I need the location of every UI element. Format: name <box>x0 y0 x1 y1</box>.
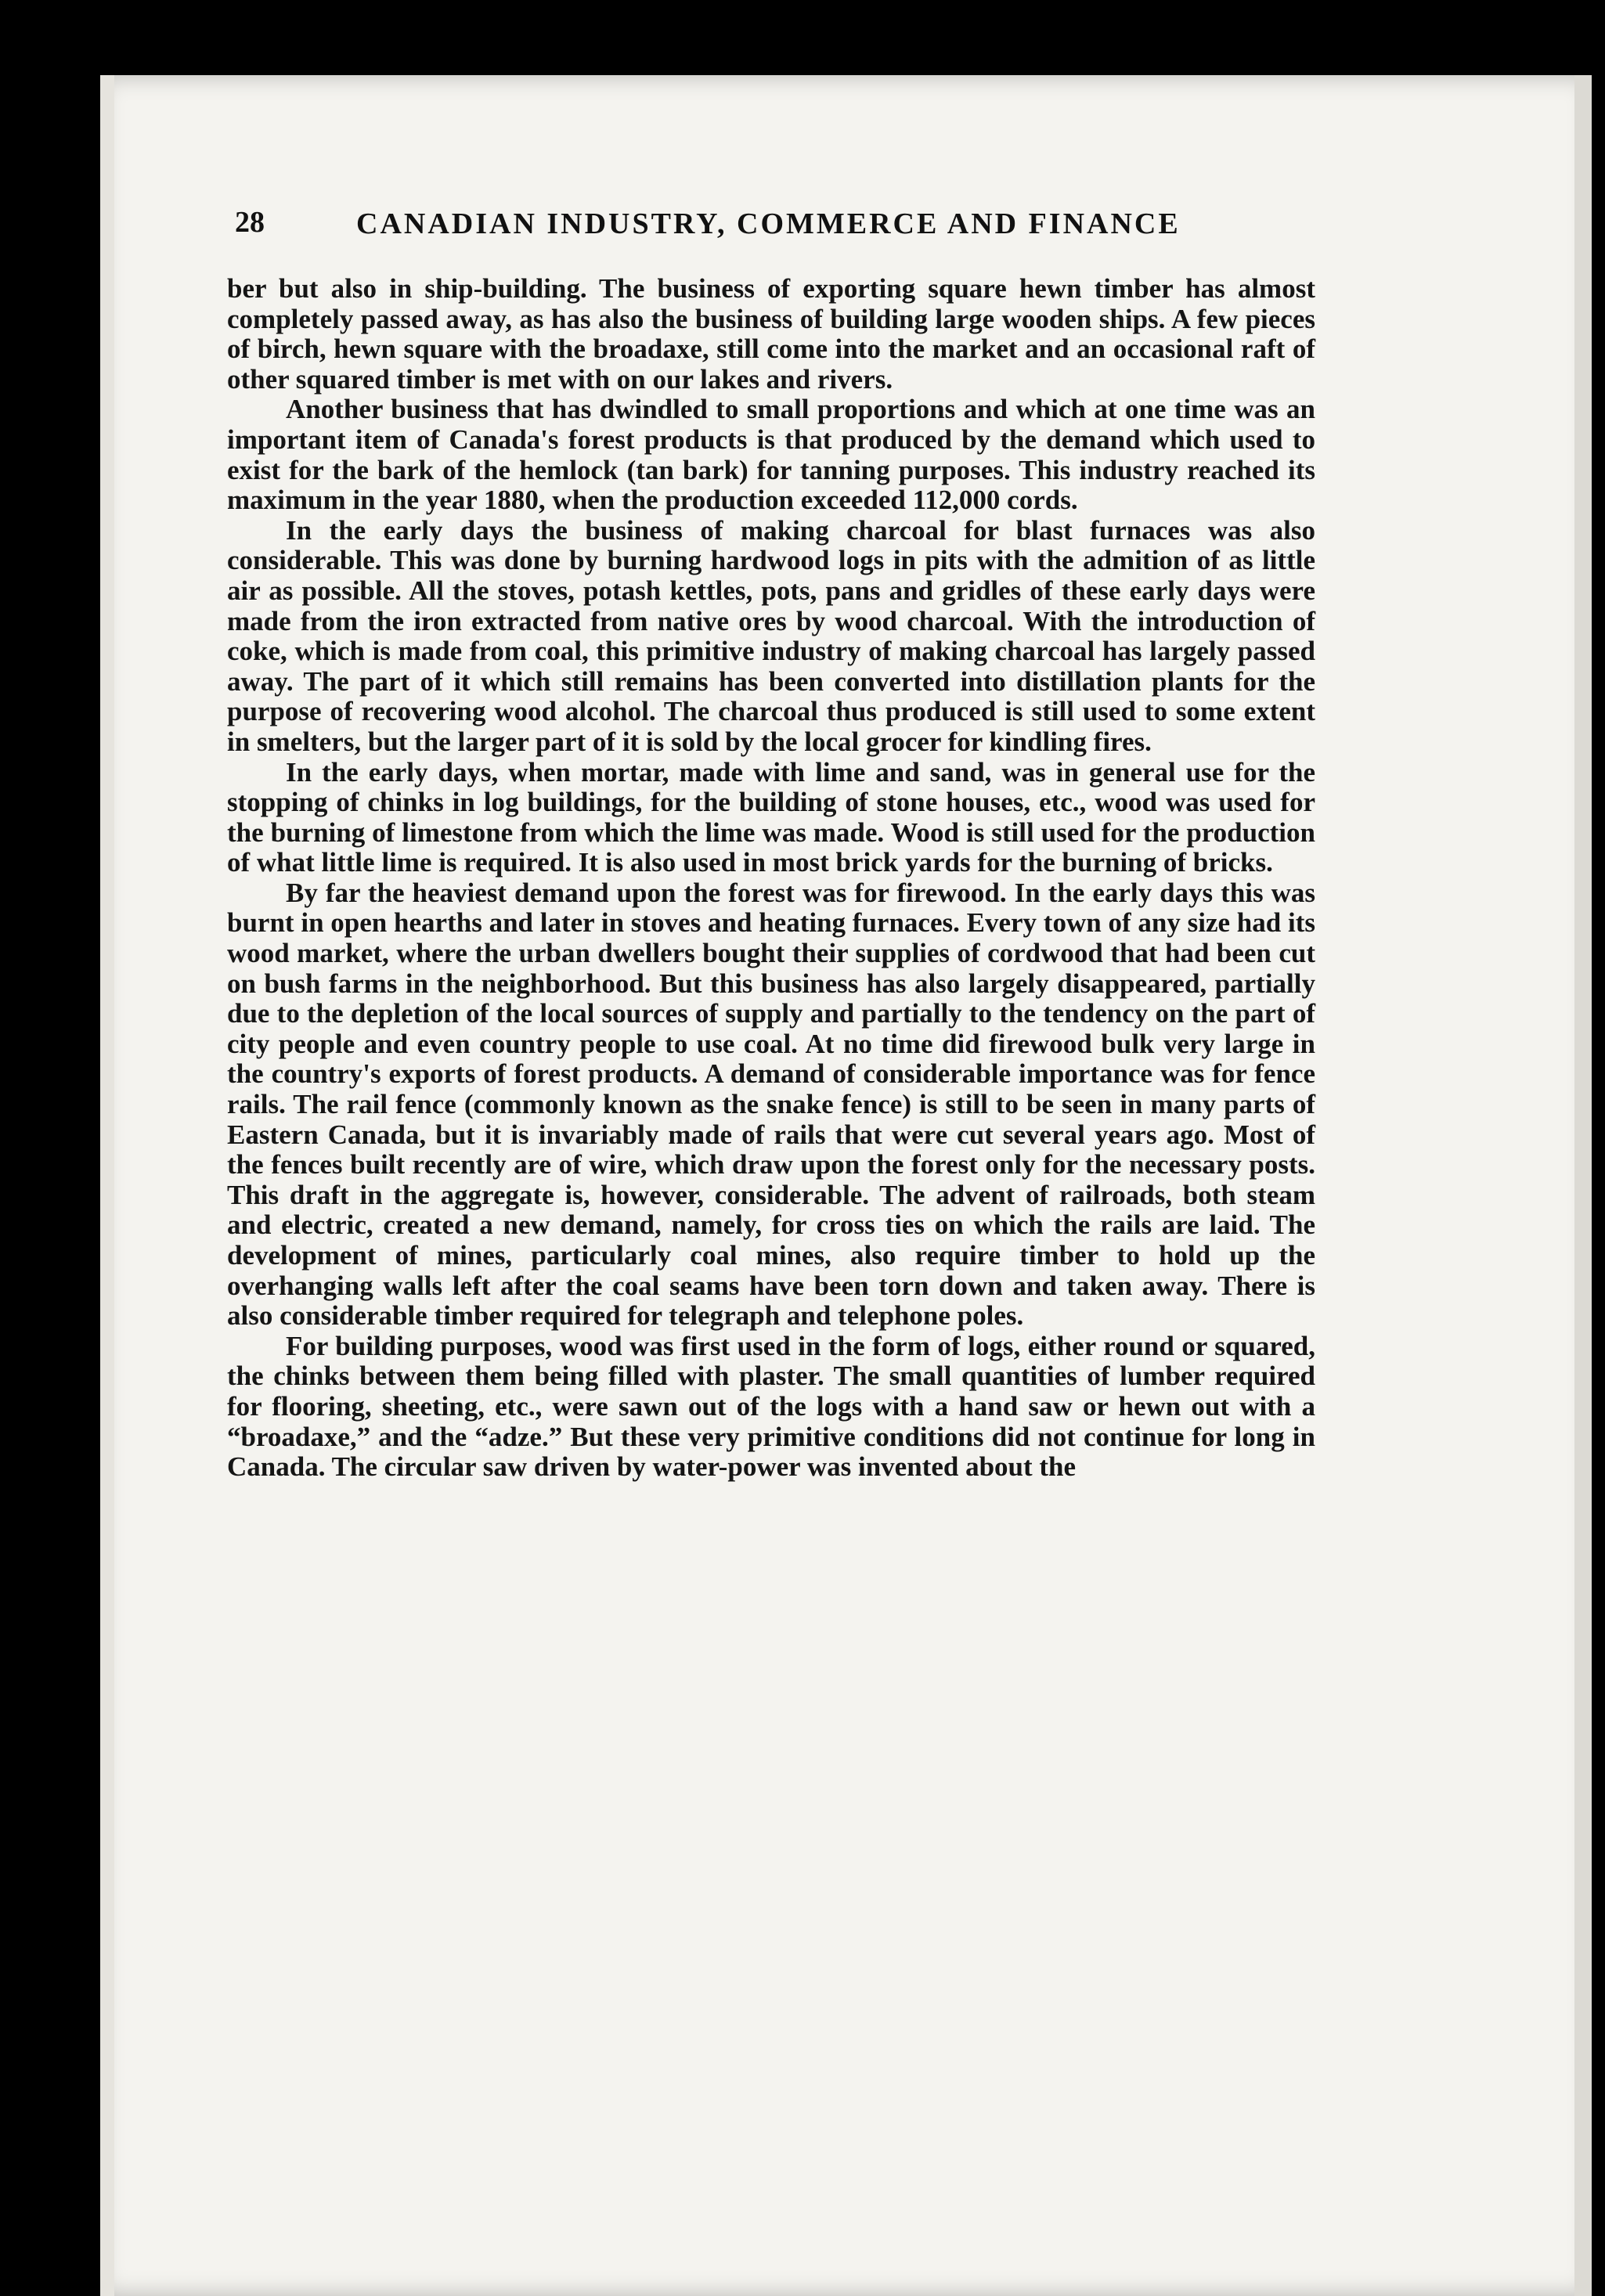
body-text <box>227 274 1315 1483</box>
paragraph-building: For building purposes, wood was first used in the form of logs, either round or squared, the chinks between them being filled with plaster. The small quantities of lumber required for flooring, sheeting, etc., were sawn out of the logs with a hand saw or hewn out with a “broadaxe,” and the “adze.” But these very primitive conditions did not continue for long in Canada. The circular saw driven by water-power was invented about the <box>227 1330 1315 1483</box>
paragraph-lime: In the early days, when mortar, made with lime and sand, was in general use for the stopping of chinks in log buildings, for the building of stone houses, etc., wood was used for the burning of limestone from which the lime was made. Wood is still used for the production of what little lime is required. It is also used in most brick yards for the burning of bricks. <box>227 756 1315 878</box>
page-number: 28 <box>235 206 265 239</box>
page-header <box>235 205 1300 252</box>
paragraph-charcoal: In the early days the business of making charcoal for blast furnaces was also considerable. This was done by burning hardwood logs in pits with the admition of as little air as possible. All the stoves, potash kettles, pots, pans and gridles of these early days were made from the iron extracted from native ores by wood charcoal. With the introduction of coke, which is made from coal, this primitive industry of making charcoal has largely passed away. The part of it which still remains has been converted into distillation plants for the purpose of recovering wood alcohol. The charcoal thus produced is still used to some extent in smelters, but the larger part of it is sold by the local grocer for kindling fires. <box>227 514 1315 757</box>
paragraph-continued: ber but also in ship-building. The business of exporting square hewn timber has almost completely passed away, as has also the business of building large wooden ships. A few pieces of birch, hewn square with the broadaxe, still come into the market and an occasional raft of other squared timber is met with on our lakes and rivers. <box>227 273 1315 395</box>
page-right-edge <box>1574 75 1592 2296</box>
paragraph-tan-bark: Another business that has dwindled to small proportions and which at one time was an important item of Canada's forest products is that produced by the demand which used to exist for the bark of the hemlock (tan bark) for tanning purposes. This industry reached its maximum in the year 1880, when the production exceeded 112,000 cords. <box>227 394 1315 516</box>
page-left-edge <box>100 75 114 2296</box>
paragraph-firewood: By far the heaviest demand upon the forest was for firewood. In the early days this was burnt in open hearths and later in stoves and heating furnaces. Every town of any size had its wood market, where the urban dwellers bought their supplies of cordwood that had been cut on bush farms in the neighborhood. But this business has also largely disappeared, partially due to the depletion of the local sources of supply and partially to the tendency on the part of city people and even country people to use coal. At no time did firewood bulk very large in the country's exports of forest products. A demand of considerable importance was for fence rails. The rail fence (commonly known as the snake fence) is still to be seen in many parts of Eastern Canada, but it is invariably made of rails that were cut several years ago. Most of the fences built recently are of wire, which draw upon the forest only for the necessary posts. This draft in the aggregate is, however, considerable. The advent of railroads, both steam and electric, created a new demand, namely, for cross ties on which the rails are laid. The development of mines, particularly coal mines, also require timber to hold up the overhanging walls left after the coal seams have been torn down and taken away. There is also considerable timber required for telegraph and telephone poles. <box>227 877 1315 1332</box>
running-head: CANADIAN INDUSTRY, COMMERCE AND FINANCE <box>356 207 1181 240</box>
